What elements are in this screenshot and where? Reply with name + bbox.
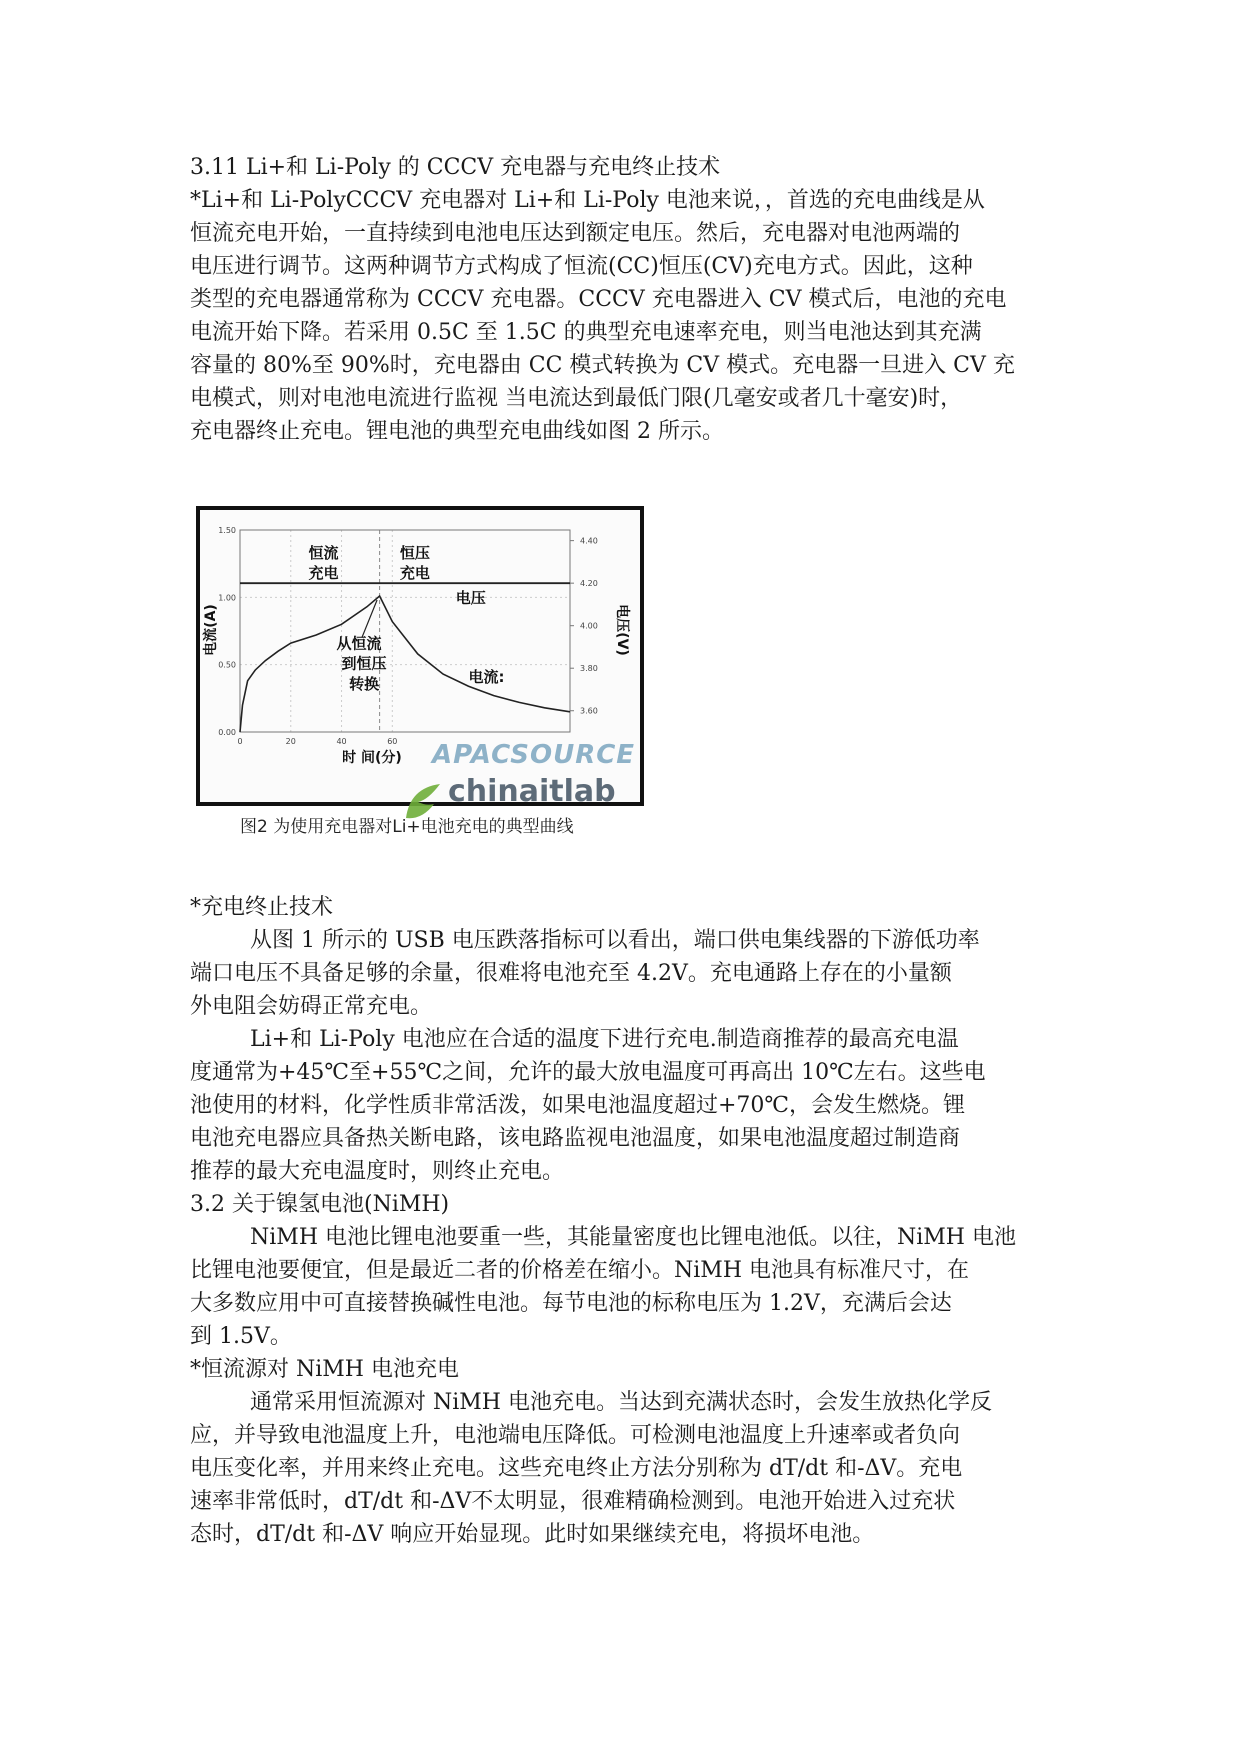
paragraph-line: 池使用的材料，化学性质非常活泼，如果电池温度超过+70℃，会发生燃烧。锂 — [190, 1093, 966, 1118]
current-curve — [240, 596, 570, 732]
y2-tick-label: 4.20 — [580, 579, 598, 589]
x-tick-label: 20 — [285, 737, 296, 746]
annotation-cv-1: 恒压 — [399, 544, 430, 562]
annotation-transition-3: 转换 — [349, 674, 380, 693]
y-tick-label: 0.50 — [218, 660, 236, 670]
annotation-transition-1: 从恒流 — [336, 634, 382, 653]
paragraph-line: 大多数应用中可直接替换碱性电池。每节电池的标称电压为 1.2V，充满后会达 — [190, 1291, 952, 1316]
section-heading-3-11: 3.11 Li+和 Li-Poly 的 CCCV 充电器与充电终止技术 — [190, 155, 721, 180]
paragraph-line: 应，并导致电池温度上升，电池端电压降低。可检测电池温度上升速率或者负向 — [190, 1423, 961, 1448]
section-heading-constant-current: *恒流源对 NiMH 电池充电 — [190, 1357, 459, 1382]
annotation-cv-2: 充电 — [399, 564, 430, 582]
y-tick-label: 1.50 — [218, 526, 236, 535]
paragraph-line: 电模式，则对电池电流进行监视 当电流达到最低门限(几毫安或者几十毫安)时， — [190, 386, 963, 411]
y-axis-title: 电流(A) — [203, 604, 219, 656]
section-heading-3-2: 3.2 关于镍氢电池(NiMH) — [190, 1192, 450, 1217]
paragraph-line: 电流开始下降。若采用 0.5C 至 1.5C 的典型充电速率充电，则当电池达到其充满 — [190, 320, 982, 345]
x-tick-label: 40 — [336, 737, 347, 746]
paragraph-line: 恒流充电开始，一直持续到电池电压达到额定电压。然后，充电器对电池两端的 — [190, 221, 961, 246]
y2-tick-label: 3.60 — [580, 706, 598, 716]
paragraph-line: 度通常为+45℃至+55℃之间，允许的最大放电温度可再高出 10℃左右。这些电 — [190, 1060, 986, 1085]
y2-tick-label: 3.80 — [580, 664, 598, 674]
annotation-transition-2: 到恒压 — [341, 654, 387, 673]
y-tick-label: 0.00 — [218, 728, 236, 737]
annotation-cc-1: 恒流 — [308, 544, 339, 562]
paragraph-line: 外电阻会妨碍正常充电。 — [190, 994, 433, 1019]
paragraph-line: 类型的充电器通常称为 CCCV 充电器。CCCV 充电器进入 CV 模式后，电池的充电 — [190, 287, 1007, 312]
y2-tick-label: 4.00 — [580, 621, 598, 631]
series-label-voltage: 电压 — [455, 589, 486, 608]
paragraph-line: 容量的 80%至 90%时，充电器由 CC 模式转换为 CV 模式。充电器一旦进入 CV 充 — [190, 353, 1015, 378]
paragraph-line: 通常采用恒流源对 NiMH 电池充电。当达到充满状态时，会发生放热化学反 — [250, 1390, 992, 1415]
paragraph-line: 速率非常低时，dT/dt 和-ΔV不太明显，很难精确检测到。电池开始进入过充状 — [190, 1489, 956, 1514]
x-tick-label: 0 — [237, 737, 243, 746]
paragraph-line: 电压变化率，并用来终止充电。这些充电终止方法分别称为 dT/dt 和-ΔV。充电 — [190, 1456, 963, 1481]
chart-series — [240, 583, 570, 732]
paragraph-line: 推荐的最大充电温度时，则终止充电。 — [190, 1159, 565, 1184]
chart-labels — [202, 544, 631, 766]
watermark-chinaitlab: chinaitlab — [448, 774, 616, 809]
paragraph-line: Li+和 Li-Poly 电池应在合适的温度下进行充电.制造商推荐的最高充电温 — [250, 1027, 959, 1052]
y2-axis-title: 电压(V) — [614, 604, 630, 656]
watermark-apacsource: APACSOURCE — [432, 740, 636, 770]
paragraph-line: 充电器终止充电。锂电池的典型充电曲线如图 2 所示。 — [190, 419, 724, 444]
section-heading-charge-termination: *充电终止技术 — [190, 895, 334, 920]
transition-arrow — [362, 600, 377, 638]
paragraph-line: 从图 1 所示的 USB 电压跌落指标可以看出，端口供电集线器的下游低功率 — [250, 928, 980, 953]
series-label-current: 电流: — [468, 668, 505, 687]
annotation-cc-2: 充电 — [308, 564, 339, 582]
y-tick-label: 1.00 — [218, 593, 236, 603]
paragraph-line: 态时，dT/dt 和-ΔV 响应开始显现。此时如果继续充电，将损坏电池。 — [190, 1522, 875, 1547]
x-tick-label: 60 — [387, 737, 398, 746]
paragraph-line: 比锂电池要便宜，但是最近二者的价格差在缩小。NiMH 电池具有标准尺寸，在 — [190, 1258, 969, 1283]
y2-tick-label: 4.40 — [580, 536, 598, 546]
figure-caption: 图2 为使用充电器对Li+电池充电的典型曲线 — [240, 817, 574, 837]
paragraph-line: 电压进行调节。这两种调节方式构成了恒流(CC)恒压(CV)充电方式。因此，这种 — [190, 254, 973, 279]
paragraph-line: 到 1.5V。 — [190, 1324, 292, 1349]
paragraph-line: 电池充电器应具备热关断电路，该电路监视电池温度，如果电池温度超过制造商 — [190, 1126, 961, 1151]
paragraph-line: *Li+和 Li-PolyCCCV 充电器对 Li+和 Li-Poly 电池来说，，首选的充电曲线是从 — [190, 188, 985, 213]
paragraph-line: NiMH 电池比锂电池要重一些，其能量密度也比锂电池低。以往，NiMH 电池 — [250, 1225, 1016, 1250]
x-axis-title: 时 间(分) — [342, 750, 402, 766]
paragraph-line: 端口电压不具备足够的余量，很难将电池充至 4.2V。充电通路上存在的小量额 — [190, 961, 952, 986]
